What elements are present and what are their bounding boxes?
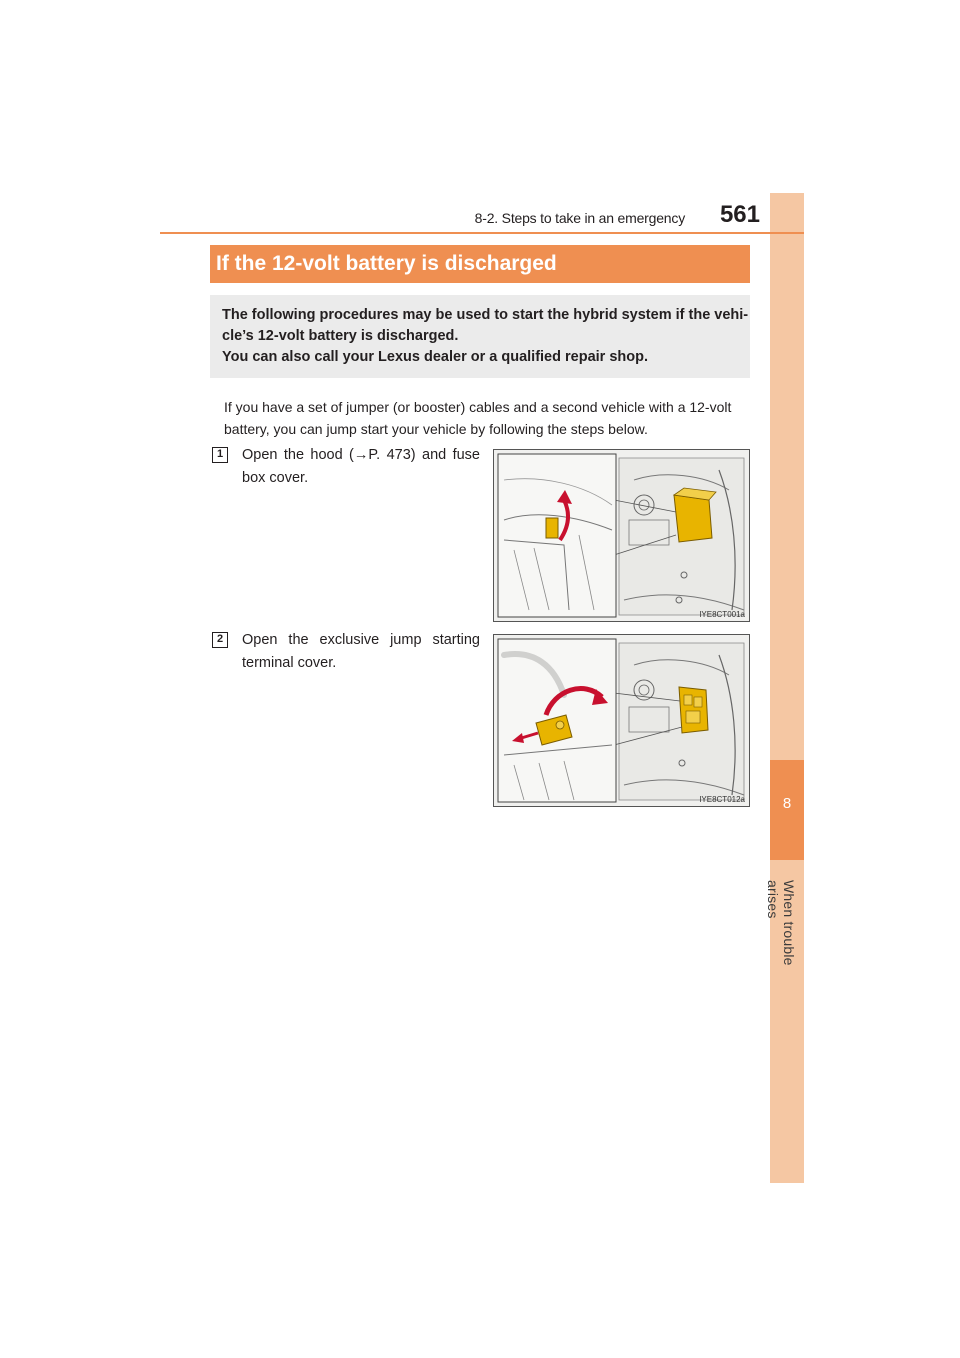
section-title: If the 12-volt battery is discharged: [210, 245, 750, 283]
intro-box: [210, 295, 750, 378]
step-1-text: Open the hood (→P. 473) and fuse box cover.: [242, 447, 480, 486]
intro-line-2: cle’s 12-volt battery is discharged.: [222, 328, 459, 344]
body-paragraph: If you have a set of jumper (or booster) cables and a second vehicle with a 12-volt battery, you can jump start your vehicle by following the steps below.: [224, 399, 732, 437]
page-number: 561: [719, 201, 760, 228]
engine-bay-illustration-1: [494, 450, 749, 621]
intro-line-1: The following procedures may be used to start the hybrid system if the vehi-: [222, 307, 749, 323]
running-header-section: 8-2. Steps to take in an emergency: [474, 210, 685, 226]
chapter-title: When trouble arises: [765, 880, 797, 966]
step-1-badge: 1: [212, 447, 228, 463]
chapter-number: 8: [782, 795, 792, 812]
figure-2-code: IYE8CT012a: [699, 795, 745, 804]
step-2-text: Open the exclusive jump starting terminal cover.: [242, 632, 480, 671]
engine-bay-illustration-2: [494, 635, 749, 806]
header-rule: [160, 232, 804, 234]
step-2-figure: [493, 634, 750, 807]
chapter-side-tab: [765, 193, 804, 1183]
figure-1-code: IYE8CT001a: [699, 610, 745, 619]
step-2-badge: 2: [212, 632, 228, 648]
step-1-figure: [493, 449, 750, 622]
intro-line-3: You can also call your Lexus dealer or a qualified repair shop.: [222, 349, 649, 365]
